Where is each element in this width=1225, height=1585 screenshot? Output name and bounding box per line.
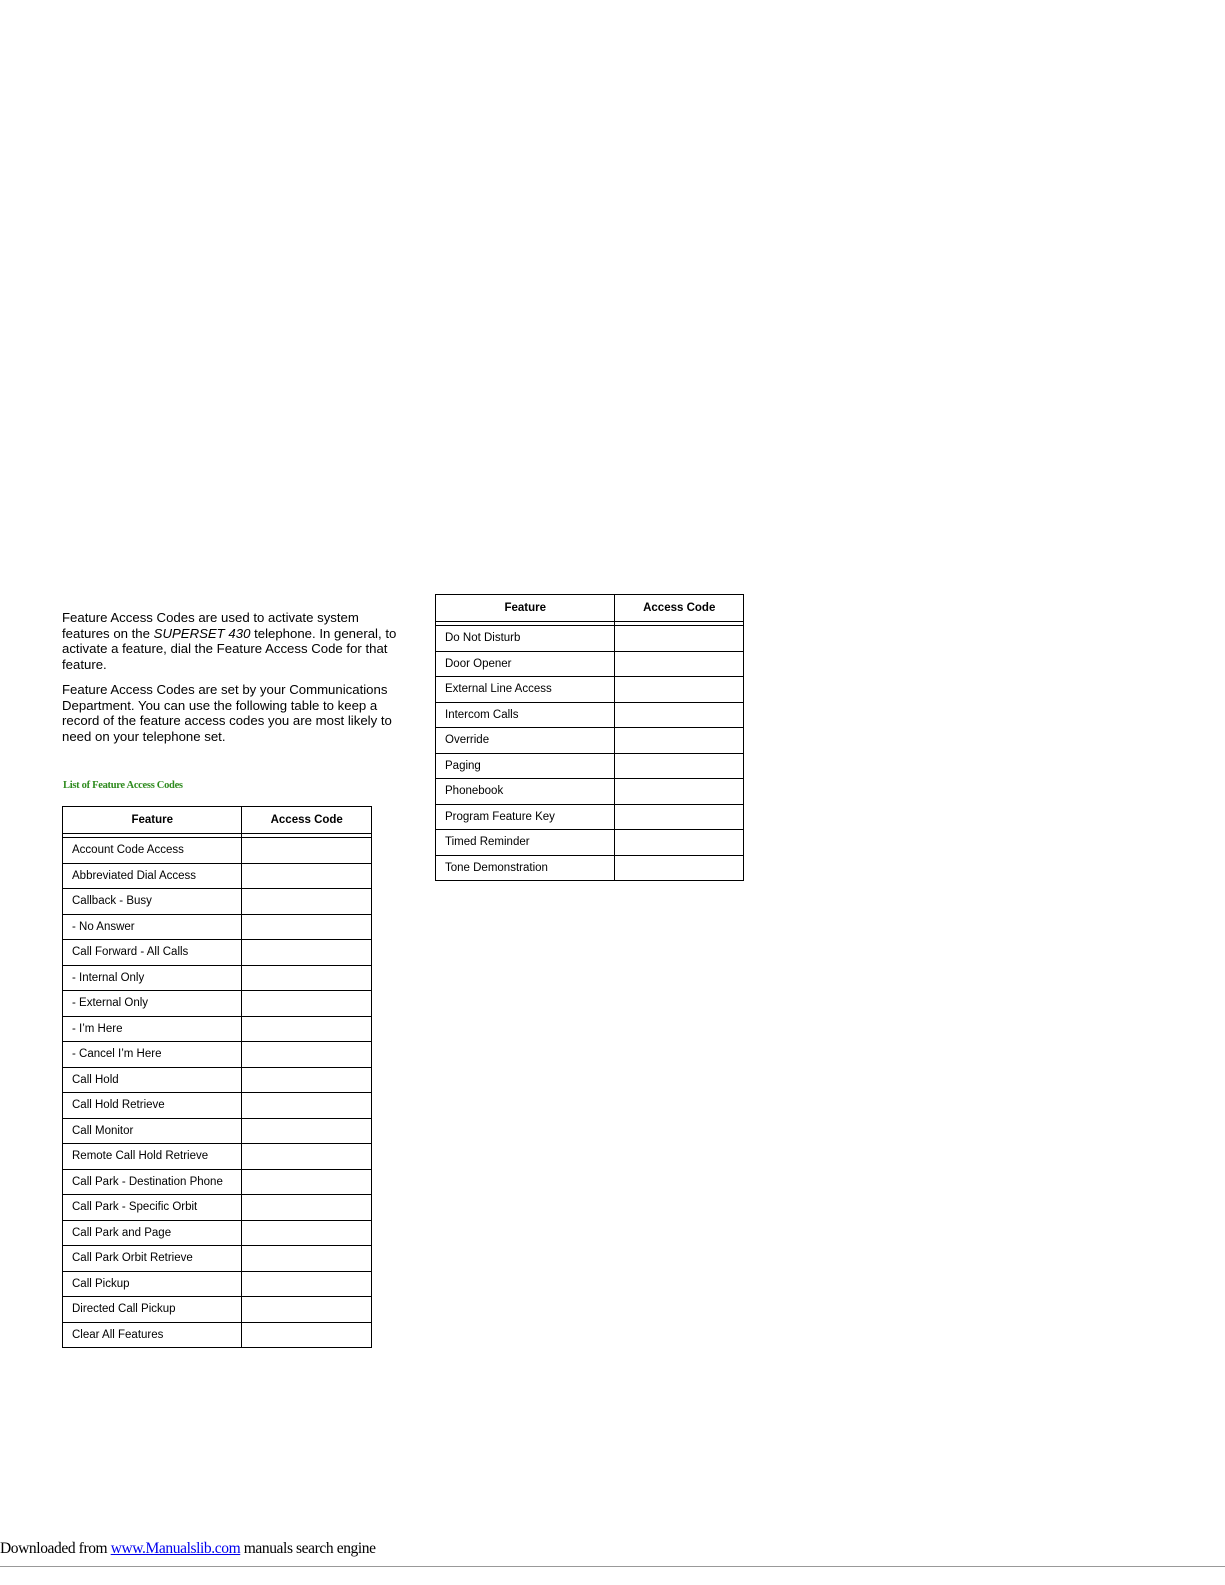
table-row (63, 1042, 372, 1068)
feature-cell: Timed Reminder (436, 830, 615, 856)
feature-cell: Remote Call Hold Retrieve (63, 1144, 242, 1170)
table-row (436, 830, 744, 856)
access-code-cell (615, 626, 744, 652)
access-code-cell (242, 1322, 372, 1348)
footer-suffix: manuals search engine (240, 1540, 376, 1557)
feature-cell: Call Monitor (63, 1118, 242, 1144)
intro-paragraph-2: Feature Access Codes are set by your Communications Department. You can use the following table to keep a record of the feature access codes you are most likely to need on your telephone set. (62, 682, 392, 744)
feature-cell: Account Code Access (63, 838, 242, 864)
access-code-cell (242, 1042, 372, 1068)
feature-cell: External Line Access (436, 677, 615, 703)
table-row (63, 1322, 372, 1348)
intro-p1-text-end: telephone. In general, to activate a feature, dial the Feature Access Code for that feature. (62, 625, 397, 672)
feature-cell: Call Pickup (63, 1271, 242, 1297)
feature-cell: - I’m Here (63, 1016, 242, 1042)
feature-cell: Call Park Orbit Retrieve (63, 1246, 242, 1272)
intro-paragraph-1 (62, 610, 410, 672)
access-code-cell (242, 1246, 372, 1272)
table-header-row (436, 595, 744, 622)
table-row (63, 1271, 372, 1297)
access-code-cell (242, 838, 372, 864)
access-code-cell (242, 1067, 372, 1093)
access-code-cell (242, 965, 372, 991)
section-title: List of Feature Access Codes (63, 780, 183, 791)
table-row (63, 914, 372, 940)
feature-cell: Program Feature Key (436, 804, 615, 830)
intro-p1-text: Feature Access Codes are used to activate system features on the (62, 610, 359, 641)
access-code-cell (242, 991, 372, 1017)
access-code-cell (242, 863, 372, 889)
table-row (63, 1169, 372, 1195)
feature-cell: Call Park - Destination Phone (63, 1169, 242, 1195)
table-row (63, 965, 372, 991)
access-code-cell (242, 1271, 372, 1297)
feature-codes-table-left (62, 806, 372, 1348)
access-code-cell (242, 1195, 372, 1221)
footer-divider (0, 1566, 1225, 1567)
table-row (436, 651, 744, 677)
access-code-cell (615, 830, 744, 856)
product-name: SUPERSET 430 (153, 625, 251, 641)
feature-cell: Call Forward - All Calls (63, 940, 242, 966)
table-row (63, 1016, 372, 1042)
access-code-cell (615, 779, 744, 805)
access-code-cell (615, 651, 744, 677)
table-row (63, 940, 372, 966)
table-row (63, 991, 372, 1017)
feature-cell: Call Hold (63, 1067, 242, 1093)
feature-cell: Door Opener (436, 651, 615, 677)
feature-cell: Do Not Disturb (436, 626, 615, 652)
table-row (436, 702, 744, 728)
footer-download-notice (0, 1540, 376, 1558)
feature-cell: - Cancel I’m Here (63, 1042, 242, 1068)
table-row (63, 889, 372, 915)
feature-cell: - No Answer (63, 914, 242, 940)
access-code-cell (615, 677, 744, 703)
access-code-cell (242, 889, 372, 915)
feature-cell: Directed Call Pickup (63, 1297, 242, 1323)
table-row (436, 728, 744, 754)
feature-cell: Tone Demonstration (436, 855, 615, 881)
feature-cell: Call Park and Page (63, 1220, 242, 1246)
table-row (63, 1297, 372, 1323)
feature-cell: Override (436, 728, 615, 754)
table-row (63, 1118, 372, 1144)
table-row (63, 863, 372, 889)
table-header-row (63, 807, 372, 834)
access-code-cell (615, 855, 744, 881)
table-row (63, 1220, 372, 1246)
column-header-access-code: Access Code (615, 595, 744, 622)
table-row (436, 753, 744, 779)
column-header-access-code: Access Code (242, 807, 372, 834)
feature-cell: Clear All Features (63, 1322, 242, 1348)
feature-cell: - Internal Only (63, 965, 242, 991)
feature-cell: Abbreviated Dial Access (63, 863, 242, 889)
access-code-cell (242, 1118, 372, 1144)
access-code-cell (615, 702, 744, 728)
feature-cell: Call Park - Specific Orbit (63, 1195, 242, 1221)
access-code-cell (242, 1093, 372, 1119)
table-row (63, 1093, 372, 1119)
column-header-feature: Feature (436, 595, 615, 622)
access-code-cell (615, 804, 744, 830)
access-code-cell (242, 1016, 372, 1042)
table-row (63, 1246, 372, 1272)
access-code-cell (242, 1297, 372, 1323)
access-code-cell (615, 753, 744, 779)
feature-cell: - External Only (63, 991, 242, 1017)
manualslib-link[interactable]: www.Manualslib.com (110, 1540, 241, 1557)
table-row (63, 1067, 372, 1093)
table-row (436, 677, 744, 703)
table-row (436, 626, 744, 652)
table-row (63, 1195, 372, 1221)
feature-cell: Call Hold Retrieve (63, 1093, 242, 1119)
access-code-cell (242, 1144, 372, 1170)
feature-cell: Callback - Busy (63, 889, 242, 915)
feature-cell: Intercom Calls (436, 702, 615, 728)
access-code-cell (242, 914, 372, 940)
feature-cell: Paging (436, 753, 615, 779)
access-code-cell (242, 1220, 372, 1246)
table-row (63, 838, 372, 864)
access-code-cell (242, 1169, 372, 1195)
table-row (436, 779, 744, 805)
feature-codes-table-right (435, 594, 744, 881)
table-row (436, 804, 744, 830)
table-row (63, 1144, 372, 1170)
column-header-feature: Feature (63, 807, 242, 834)
feature-cell: Phonebook (436, 779, 615, 805)
table-row (436, 855, 744, 881)
intro-text (62, 610, 410, 754)
footer-prefix: Downloaded from (0, 1540, 111, 1557)
access-code-cell (242, 940, 372, 966)
access-code-cell (615, 728, 744, 754)
